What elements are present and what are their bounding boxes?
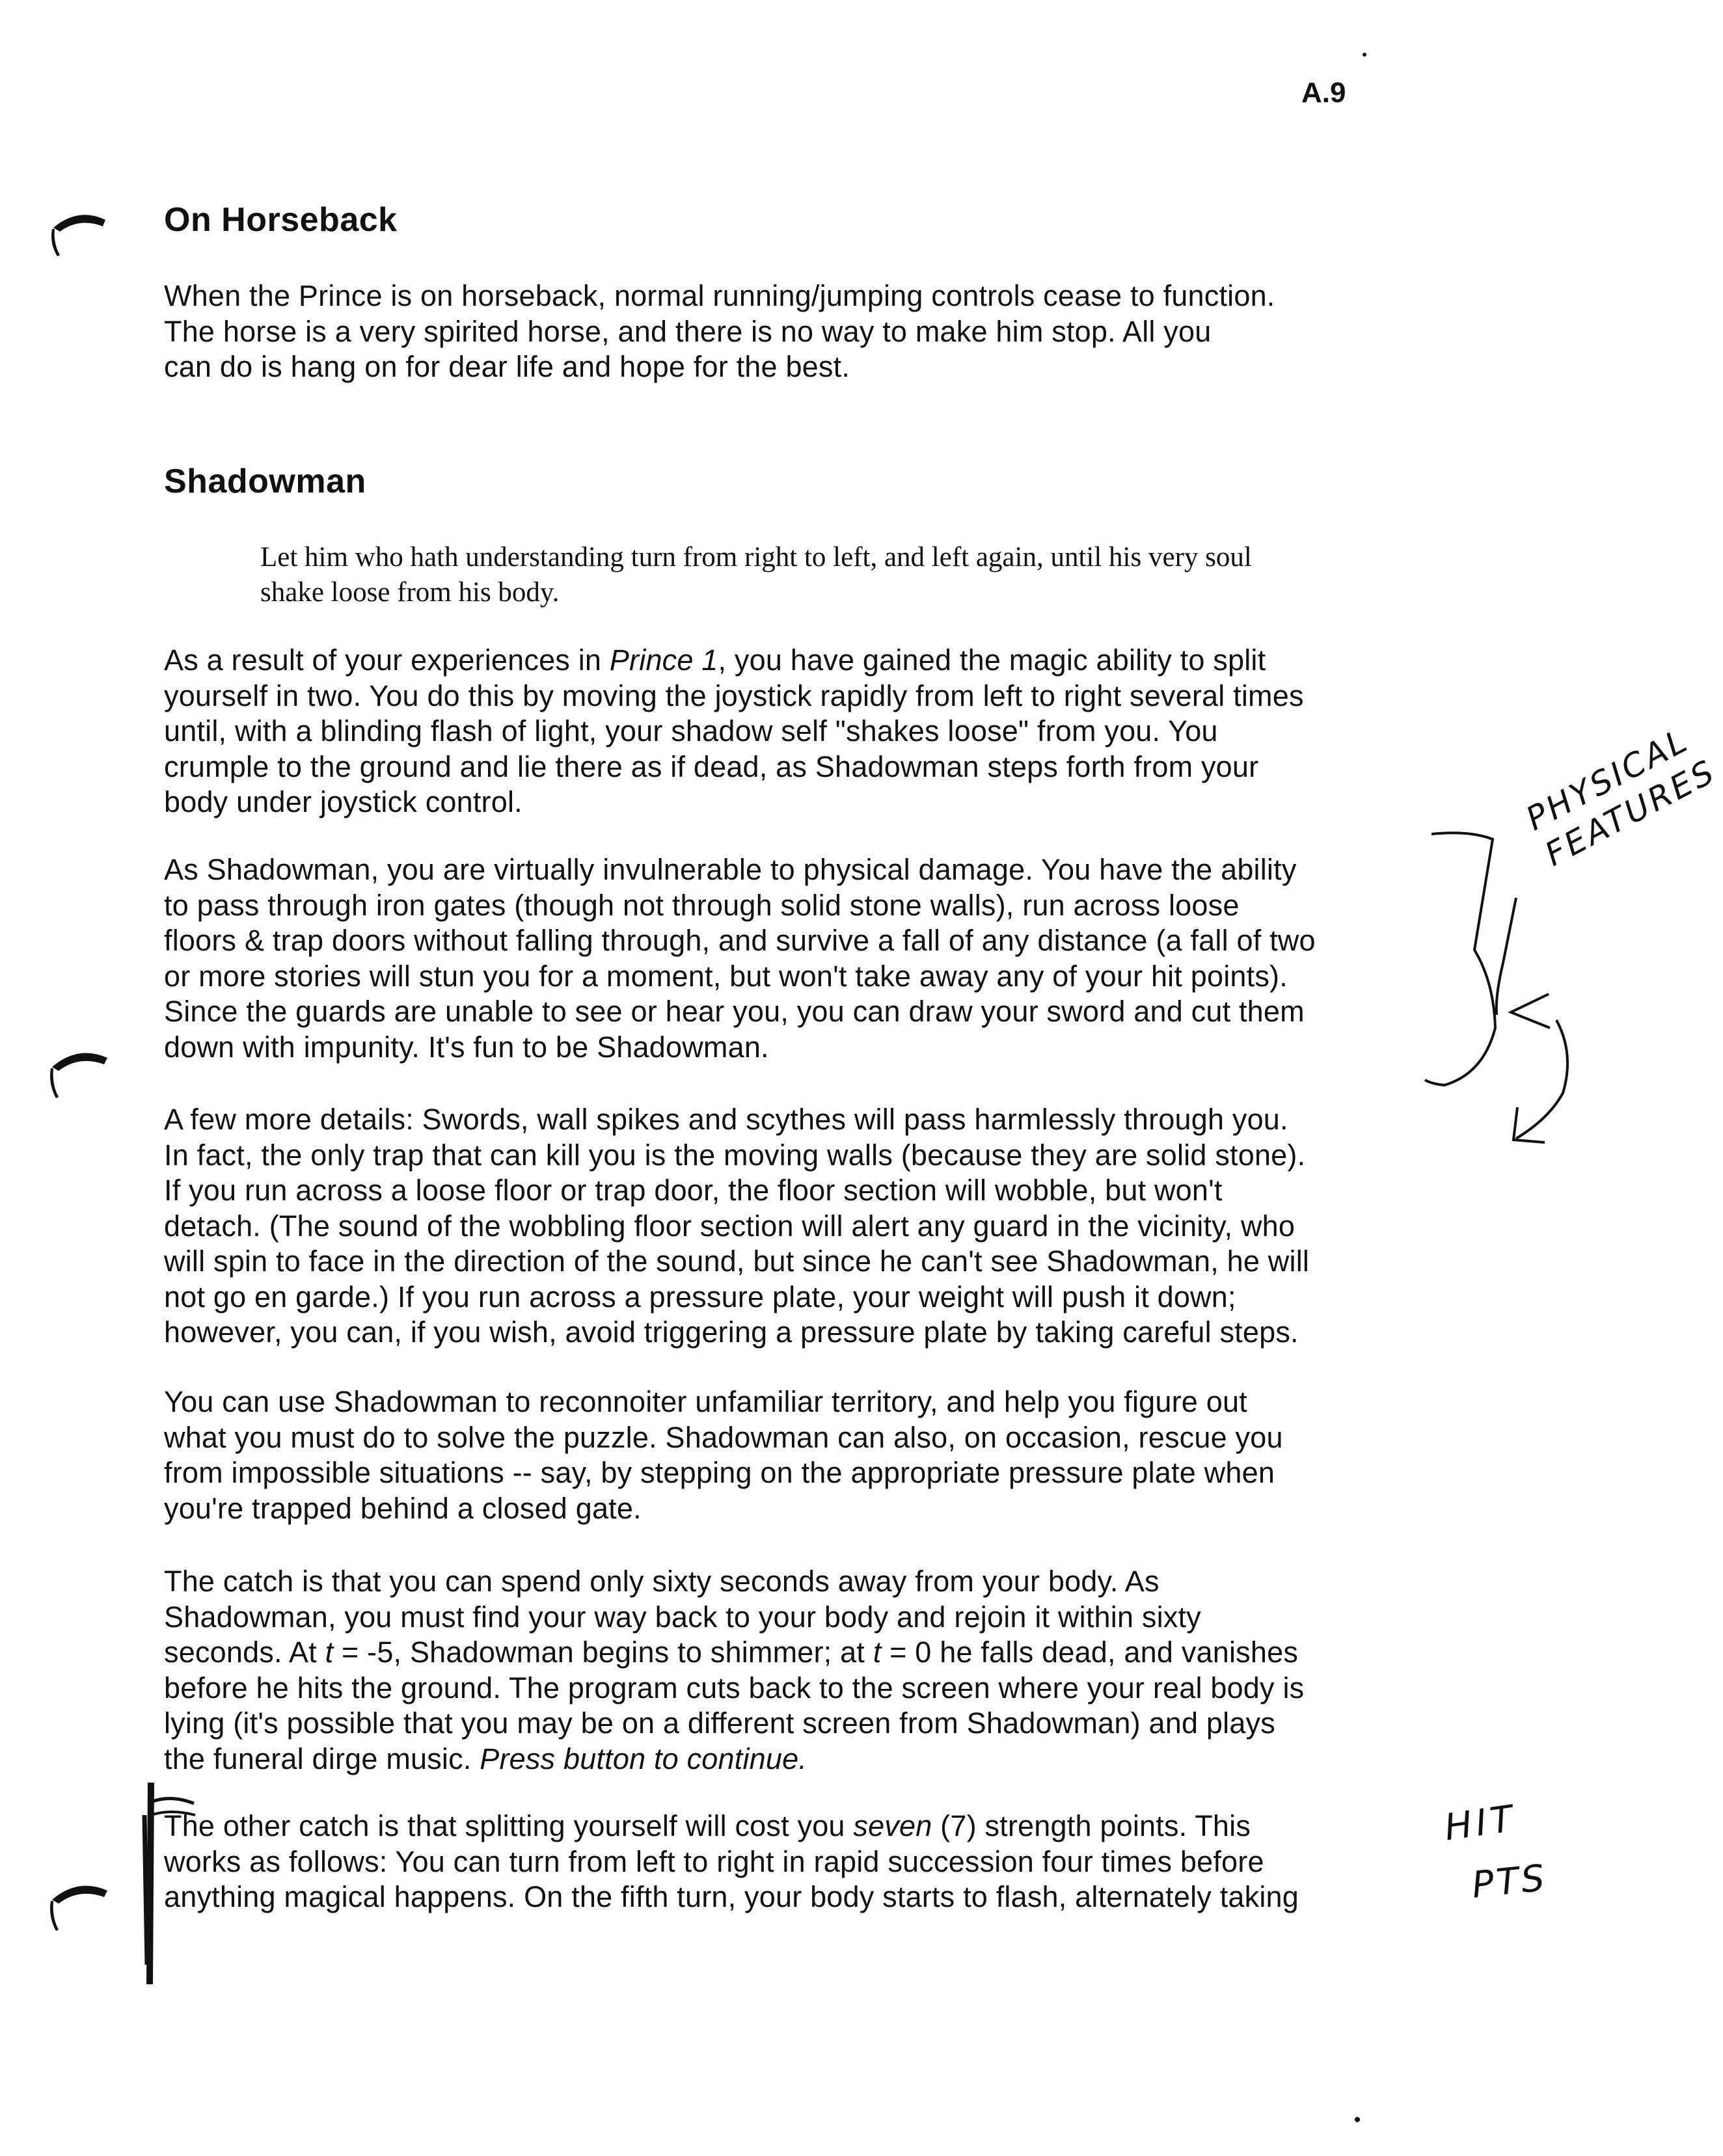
text-line: As Shadowman, you are virtually invulnerable to physical damage. You have the ability: [164, 853, 1297, 886]
game-title-emphasis: Prince 1: [609, 643, 718, 677]
text-line: When the Prince is on horseback, normal running/jumping controls cease to function.: [164, 279, 1275, 312]
text-line: not go en garde.) If you run across a pressure plate, your weight will push it down;: [164, 1280, 1236, 1314]
time-variable: t: [325, 1636, 334, 1669]
text-line: until, with a blinding flash of light, your shadow self "shakes loose" from you. You: [164, 714, 1218, 748]
arrow-icon: [1511, 994, 1550, 1028]
left-margin-bar: [144, 1783, 195, 1984]
arrow-icon: [1513, 1020, 1567, 1142]
text-line: or more stories will stun you for a moment, but won't take away any of your hit points).: [164, 959, 1288, 993]
text-line: Shadowman, you must find your way back to your body and rejoin it within sixty: [164, 1600, 1201, 1634]
bracket-mark: [1425, 833, 1516, 1085]
punch-hole-mark: [50, 1053, 107, 1098]
quote-line: shake loose from his body.: [260, 577, 560, 608]
text-fragment: (7) strength points. This: [932, 1809, 1251, 1842]
handwritten-note-hit: HIT: [1442, 1797, 1519, 1850]
text-line: what you must do to solve the puzzle. Shadowman can also, on occasion, rescue you: [164, 1420, 1283, 1454]
handwritten-note-physical-features: PHYSICAL FEATURES: [1519, 721, 1722, 874]
text-line: works as follows: You can turn from left to right in rapid succession four times before: [164, 1844, 1264, 1878]
text-line: can do is hang on for dear life and hope for the best.: [164, 350, 850, 383]
quote-line: Let him who hath understanding turn from right to left, and left again, until his very soul: [260, 542, 1252, 573]
text-line: body under joystick control.: [164, 785, 522, 818]
text-fragment: the funeral dirge music.: [164, 1742, 480, 1775]
handwritten-note-pts: PTS: [1469, 1857, 1549, 1907]
text-line: If you run across a loose floor or trap door, the floor section will wobble, but won't: [164, 1174, 1223, 1207]
text-line: anything magical happens. On the fifth turn, your body starts to flash, alternately taking: [164, 1880, 1299, 1913]
text-fragment: seconds. At: [164, 1636, 325, 1669]
text-line: lying (it's possible that you may be on a different screen from Shadowman) and plays: [164, 1706, 1275, 1740]
text-fragment: = -5, Shadowman begins to shimmer; at: [333, 1636, 873, 1669]
small-mark: [1355, 53, 1366, 2122]
text-line: The catch is that you can spend only sixty seconds away from your body. As: [164, 1565, 1160, 1598]
text-line: yourself in two. You do this by moving the joystick rapidly from left to right several times: [164, 679, 1304, 712]
section-title-horseback: On Horseback: [164, 201, 398, 239]
page-number: A.9: [1301, 77, 1346, 109]
text-fragment: The other catch is that splitting yourself will cost you: [164, 1809, 854, 1842]
text-line: however, you can, if you wish, avoid triggering a pressure plate by taking careful steps.: [164, 1315, 1299, 1349]
text-fragment: As a result of your experiences in: [164, 643, 610, 677]
text-line: floors & trap doors without falling through, and survive a fall of any distance (a fall of two: [164, 924, 1316, 957]
text-line: A few more details: Swords, wall spikes and scythes will pass harmlessly through you.: [164, 1103, 1288, 1136]
text-line: In fact, the only trap that can kill you is the moving walls (because they are solid stone).: [164, 1138, 1306, 1172]
text-line: The horse is a very spirited horse, and there is no way to make him stop. All you: [164, 314, 1212, 348]
text-line: from impossible situations -- say, by stepping on the appropriate pressure plate when: [164, 1456, 1275, 1489]
text-line: detach. (The sound of the wobbling floor section will alert any guard in the vicinity, who: [164, 1209, 1296, 1243]
text-fragment: , you have gained the magic ability to split: [718, 643, 1266, 677]
text-line: down with impunity. It's fun to be Shadowman.: [164, 1030, 769, 1064]
punch-hole-mark: [51, 215, 105, 256]
text-line: to pass through iron gates (though not through solid stone walls), run across loose: [164, 888, 1240, 922]
text-fragment: = 0 he falls dead, and vanishes: [881, 1636, 1299, 1669]
text-line: you're trapped behind a closed gate.: [164, 1491, 642, 1525]
text-line: Since the guards are unable to see or hear you, you can draw your sword and cut them: [164, 995, 1305, 1028]
text-line: You can use Shadowman to reconnoiter unfamiliar territory, and help you figure out: [164, 1385, 1247, 1418]
text-line: before he hits the ground. The program cuts back to the screen where your real body is: [164, 1671, 1305, 1705]
punch-hole-mark: [50, 1886, 107, 1931]
text-line: crumple to the ground and lie there as if dead, as Shadowman steps forth from your: [164, 749, 1259, 783]
instruction-emphasis: Press button to continue.: [480, 1742, 807, 1775]
section-title-shadowman: Shadowman: [164, 463, 366, 500]
number-emphasis: seven: [853, 1809, 932, 1842]
time-variable: t: [873, 1636, 882, 1669]
text-line: will spin to face in the direction of the sound, but since he can't see Shadowman, he will: [164, 1245, 1310, 1278]
